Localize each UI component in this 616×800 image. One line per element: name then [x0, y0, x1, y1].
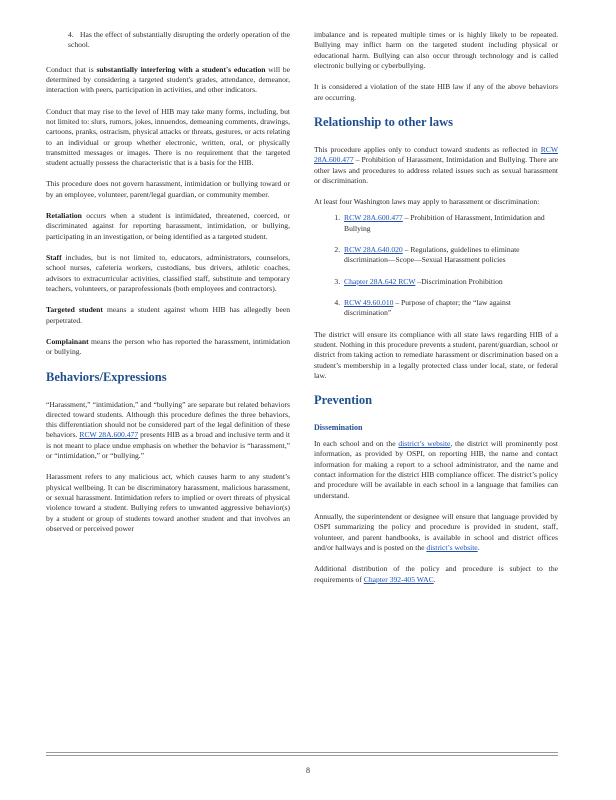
staff-definition: Staff includes, but is not limited to, educators, administrators, counselors, school nurses, cafeteria workers, custodians, bus drivers, athletic coaches, advisors to extracurricular activities, classified staff, substitute and temporary teachers, volunteers, or paraprofessionals (both employees and contractors). — [46, 253, 290, 293]
footer-divider — [46, 752, 558, 753]
laws-list — [314, 213, 558, 318]
district-website-link[interactable]: district’s website — [426, 542, 478, 552]
law-item: 4. RCW 49.60.010 – Purpose of chapter; the “law against discrimination” — [342, 298, 558, 319]
dissemination-paragraph-2: Annually, the superintendent or designee will ensure that language provided by OSPI summarizing the policy and procedure is provided in student, staff, volunteer, and parent handbooks, is available in school and district offices and/or hallways and is posted on the district’s website. — [314, 511, 558, 552]
conduct-forms-paragraph: Conduct that may rise to the level of HIB may take many forms, including, but not limited to: slurs, rumors, jokes, innuendos, demeaning comments, drawings, cartoons, pranks, ostracism, physical attacks or threats, gestures, or acts relating to an individual or group whether electronic, written, oral, or physically transmitted messages or images. There is no requirement that the targeted student actually possess the characteristic that is a basis for the HIB. — [46, 106, 290, 168]
dissemination-heading: Dissemination — [314, 423, 363, 433]
wac-link[interactable]: Chapter 392-405 WAC — [363, 574, 434, 584]
relationship-paragraph-2: At least four Washington laws may apply to harassment or discrimination: — [314, 197, 540, 207]
targeted-student-definition: Targeted student means a student against whom HIB has allegedly been perpetrated. — [46, 305, 290, 325]
law-item: 3. Chapter 28A.642 RCW –Discrimination Prohibition — [342, 277, 558, 287]
law-link[interactable]: RCW 28A.640.020 — [344, 245, 403, 255]
list-item-4: 4. Has the effect of substantially disrupting the orderly operation of the school. — [68, 30, 290, 50]
bullying-continued-paragraph: imbalance and is repeated multiple times or is highly likely to be repeated. Bullying may inflict harm on the targeted student including physical or educational harm. Bullying can also occur through technology and is called electronic bullying or cyberbullying. — [314, 30, 558, 70]
not-govern-paragraph: This procedure does not govern harassment, intimidation or bullying toward or by an employee, volunteer, parent/legal guardian, or community member. — [46, 179, 290, 199]
left-column — [46, 30, 290, 545]
relationship-heading: Relationship to other laws — [314, 114, 454, 129]
complainant-definition: Complainant means the person who has reported the harassment, intimidation or bullying. — [46, 336, 290, 357]
page-number: 8 — [306, 766, 310, 775]
law-item: 1. RCW 28A.600.477 – Prohibition of Harassment, Intimidation and Bullying — [342, 213, 558, 234]
law-link[interactable]: RCW 49.60.010 — [344, 298, 394, 307]
violation-paragraph: It is considered a violation of the state HIB law if any of the above behaviors are occurring. — [314, 82, 558, 102]
behaviors-paragraph-1: “Harassment,” “intimidation,” and “bullying” are separate but related behaviors directed toward students. Although this procedure defines the three behaviors, this differentiation should not be considered part of the legal definition of these behaviors. RCW 28A.600.477 presents HIB as a broad and inclusive term and it is not meant to place undue emphasis on whether the behavior is “harassment,” or “intimidation,” or “bullying.” — [46, 399, 290, 461]
behaviors-paragraph-2: Harassment refers to any malicious act, which causes harm to any student’s physical wellbeing. It can be discriminatory harassment, malicious harassment, or sexual harassment. Intimidation refers to implied or overt threats of physical violence toward a student. Bullying refers to unwanted aggressive behavior(s) by a student or group of students toward another student and that involves an observed or perceived power — [46, 472, 290, 533]
dissemination-paragraph-3: Additional distribution of the policy and procedure is subject to the requirements of Chapter 392-405 WAC. — [314, 564, 558, 584]
rcw-link[interactable]: RCW 28A.600.477 — [79, 430, 139, 440]
rcw-link[interactable]: RCW 28A.600.477 — [314, 144, 558, 165]
district-ensure-paragraph: The district will ensure its compliance with all state laws regarding HIB of a student. Nothing in this procedure prevents a student, parent/guardian, school or district from taking action to remediate harassment or discrimination based on a student’s membership in a legally protected class under local, state, or federal law. — [314, 329, 558, 380]
retaliation-definition: Retaliation occurs when a student is intimidated, threatened, coerced, or discriminated against for reporting harassment, intimidation, or bullying, participating in an investigation, or being identified as a targeted student. — [46, 211, 290, 241]
law-link[interactable]: Chapter 28A.642 RCW — [344, 276, 416, 286]
law-item: 2. RCW 28A.640.020 – Regulations, guidelines to eliminate discrimination—Scope—Sexual Harassment policies — [342, 245, 558, 266]
dissemination-paragraph-1: In each school and on the district’s website, the district will prominently post information, as provided by OSPI, on reporting HIB, the name and contact information for making a report to a school administrator, and the name and contact information for the district HIB compliance officer. The district’s policy and procedure will be available in each school in a language that families can understand. — [314, 439, 558, 500]
behaviors-heading: Behaviors/Expressions — [46, 369, 167, 384]
footer-divider — [46, 755, 558, 756]
law-link[interactable]: RCW 28A.600.477 — [344, 213, 403, 223]
relationship-paragraph-1: This procedure applies only to conduct toward students as reflected in RCW 28A.600.477 – Prohibition of Harassment, Intimidation and Bullying. There are other laws and procedures to address related issues such as sexual harassment or discrimination. — [314, 144, 558, 185]
right-column — [314, 30, 558, 596]
prevention-heading: Prevention — [314, 393, 373, 408]
substantially-interfering-paragraph: Conduct that is substantially interfering with a student's education will be determined by considering a targeted student's grades, attendance, demeanor, interaction with peers, participation in activities, and other indicators. — [46, 64, 290, 95]
district-website-link[interactable]: district’s website — [398, 439, 451, 449]
